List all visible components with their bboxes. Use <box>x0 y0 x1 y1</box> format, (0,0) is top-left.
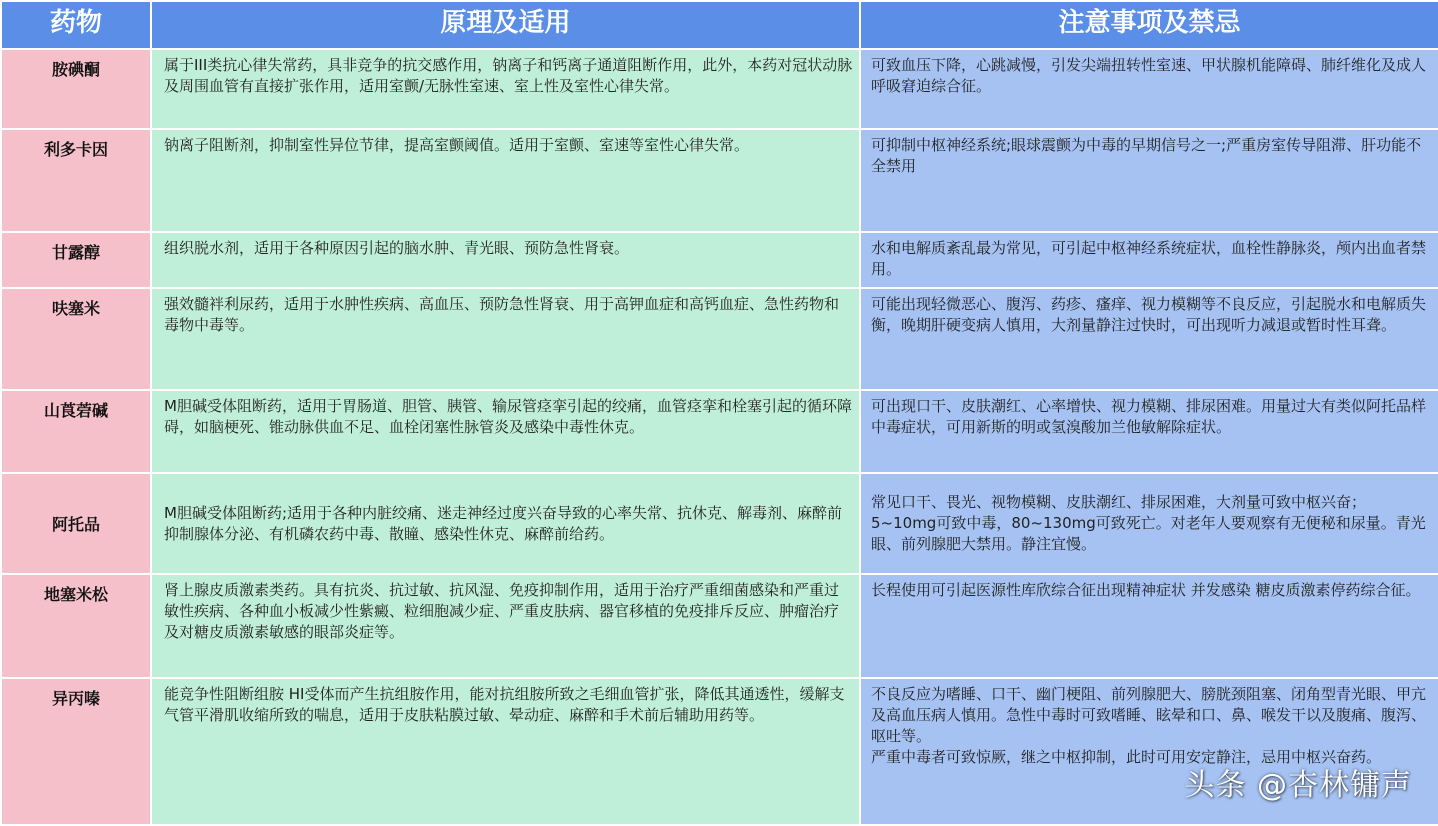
principle-cell: M胆碱受体阻断药，适用于胃肠道、胆管、胰管、输尿管痉挛引起的绞痛，血管痉挛和栓塞引起的循环障碍，如脑梗死、锥动脉供血不足、血栓闭塞性脉管炎及感染中毒性休克。 <box>151 390 860 473</box>
table-row <box>1 473 1438 574</box>
principle-cell: 强效髓袢利尿药，适用于水肿性疾病、高血压、预防急性肾衰、用于高钾血症和高钙血症、急性药物和毒物中毒等。 <box>151 288 860 390</box>
principle-cell: 组织脱水剂，适用于各种原因引起的脑水肿、青光眼、预防急性肾衰。 <box>151 232 860 288</box>
table-row <box>1 49 1438 129</box>
caution-cell: 常见口干、畏光、视物模糊、皮肤潮红、排尿困难，大剂量可致中枢兴奋；5~10mg可致中毒，80~130mg可致死亡。对老年人要观察有无便秘和尿量。青光眼、前列腺肥大禁用。静注宜慢。 <box>860 473 1438 574</box>
caution-cell: 可抑制中枢神经系统;眼球震颤为中毒的早期信号之一;严重房室传导阻滞、肝功能不全禁用 <box>860 129 1438 232</box>
caution-text: 不良反应为嗜睡、口干、幽门梗阻、前列腺肥大、膀胱颈阻塞、闭角型青光眼、甲亢及高血压病人慎用。急性中毒时可致嗜睡、眩晕和口、鼻、喉发干以及腹痛、腹泻、呕吐等。 <box>871 685 1427 745</box>
table-row <box>1 232 1438 288</box>
caution-text-extra: 严重中毒者可致惊厥，继之中枢抑制，此时可用安定静注，忌用中枢兴奋药。 <box>871 748 1382 766</box>
caution-cell: 水和电解质紊乱最为常见，可引起中枢神经系统症状，血栓性静脉炎，颅内出血者禁用。 <box>860 232 1438 288</box>
drug-name: 胺碘酮 <box>1 49 151 129</box>
caution-cell: 长程使用可引起医源性库欣综合征出现精神症状 并发感染 糖皮质激素停药综合征。 <box>860 574 1438 678</box>
drug-name: 利多卡因 <box>1 129 151 232</box>
drug-name: 阿托品 <box>1 473 151 574</box>
drug-name: 甘露醇 <box>1 232 151 288</box>
drug-name: 呋塞米 <box>1 288 151 390</box>
caution-cell: 可能出现轻微恶心、腹泻、药疹、瘙痒、视力模糊等不良反应，引起脱水和电解质失衡，晚期肝硬变病人慎用，大剂量静注过快时，可出现听力减退或暂时性耳聋。 <box>860 288 1438 390</box>
header-drug: 药物 <box>1 1 151 49</box>
drug-name: 山莨菪碱 <box>1 390 151 473</box>
caution-cell: 可致血压下降，心跳减慢，引发尖端扭转性室速、甲状腺机能障碍、肺纤维化及成人呼吸窘迫综合征。 <box>860 49 1438 129</box>
principle-cell: 钠离子阻断剂，抑制室性异位节律，提高室颤阈值。适用于室颤、室速等室性心律失常。 <box>151 129 860 232</box>
principle-cell: 肾上腺皮质激素类药。具有抗炎、抗过敏、抗风湿、免疫抑制作用，适用于治疗严重细菌感染和严重过敏性疾病、各种血小板减少性紫癜、粒细胞减少症、严重皮肤病、器官移植的免疫排斥反应、肿瘤治疗及对糖皮质激素敏感的眼部炎症等。 <box>151 574 860 678</box>
table-row <box>1 129 1438 232</box>
principle-cell: 能竞争性阻断组胺 HI受体而产生抗组胺作用，能对抗组胺所致之毛细血管扩张，降低其通透性，缓解支气管平滑肌收缩所致的喘息，适用于皮肤粘膜过敏、晕动症、麻醉和手术前后辅助用药等。 <box>151 678 860 825</box>
watermark: 头条 @杏林镛声 <box>1184 768 1412 803</box>
drug-name: 地塞米松 <box>1 574 151 678</box>
principle-cell: M胆碱受体阻断药;适用于各种内脏绞痛、迷走神经过度兴奋导致的心率失常、抗休克、解毒剂、麻醉前抑制腺体分泌、有机磷农药中毒、散瞳、感染性休克、麻醉前给药。 <box>151 473 860 574</box>
header-principle: 原理及适用 <box>151 1 860 49</box>
principle-cell: 属于III类抗心律失常药，具非竞争的抗交感作用，钠离子和钙离子通道阻断作用，此外，本药对冠状动脉及周围血管有直接扩张作用，适用室颤/无脉性室速、室上性及室性心律失常。 <box>151 49 860 129</box>
table-row <box>1 574 1438 678</box>
drug-name: 异丙嗪 <box>1 678 151 825</box>
table-row <box>1 390 1438 473</box>
header-caution: 注意事项及禁忌 <box>860 1 1438 49</box>
header-row <box>1 1 1438 49</box>
caution-cell: 可出现口干、皮肤潮红、心率增快、视力模糊、排尿困难。用量过大有类似阿托品样中毒症状，可用新斯的明或氢溴酸加兰他敏解除症状。 <box>860 390 1438 473</box>
table-row <box>1 288 1438 390</box>
